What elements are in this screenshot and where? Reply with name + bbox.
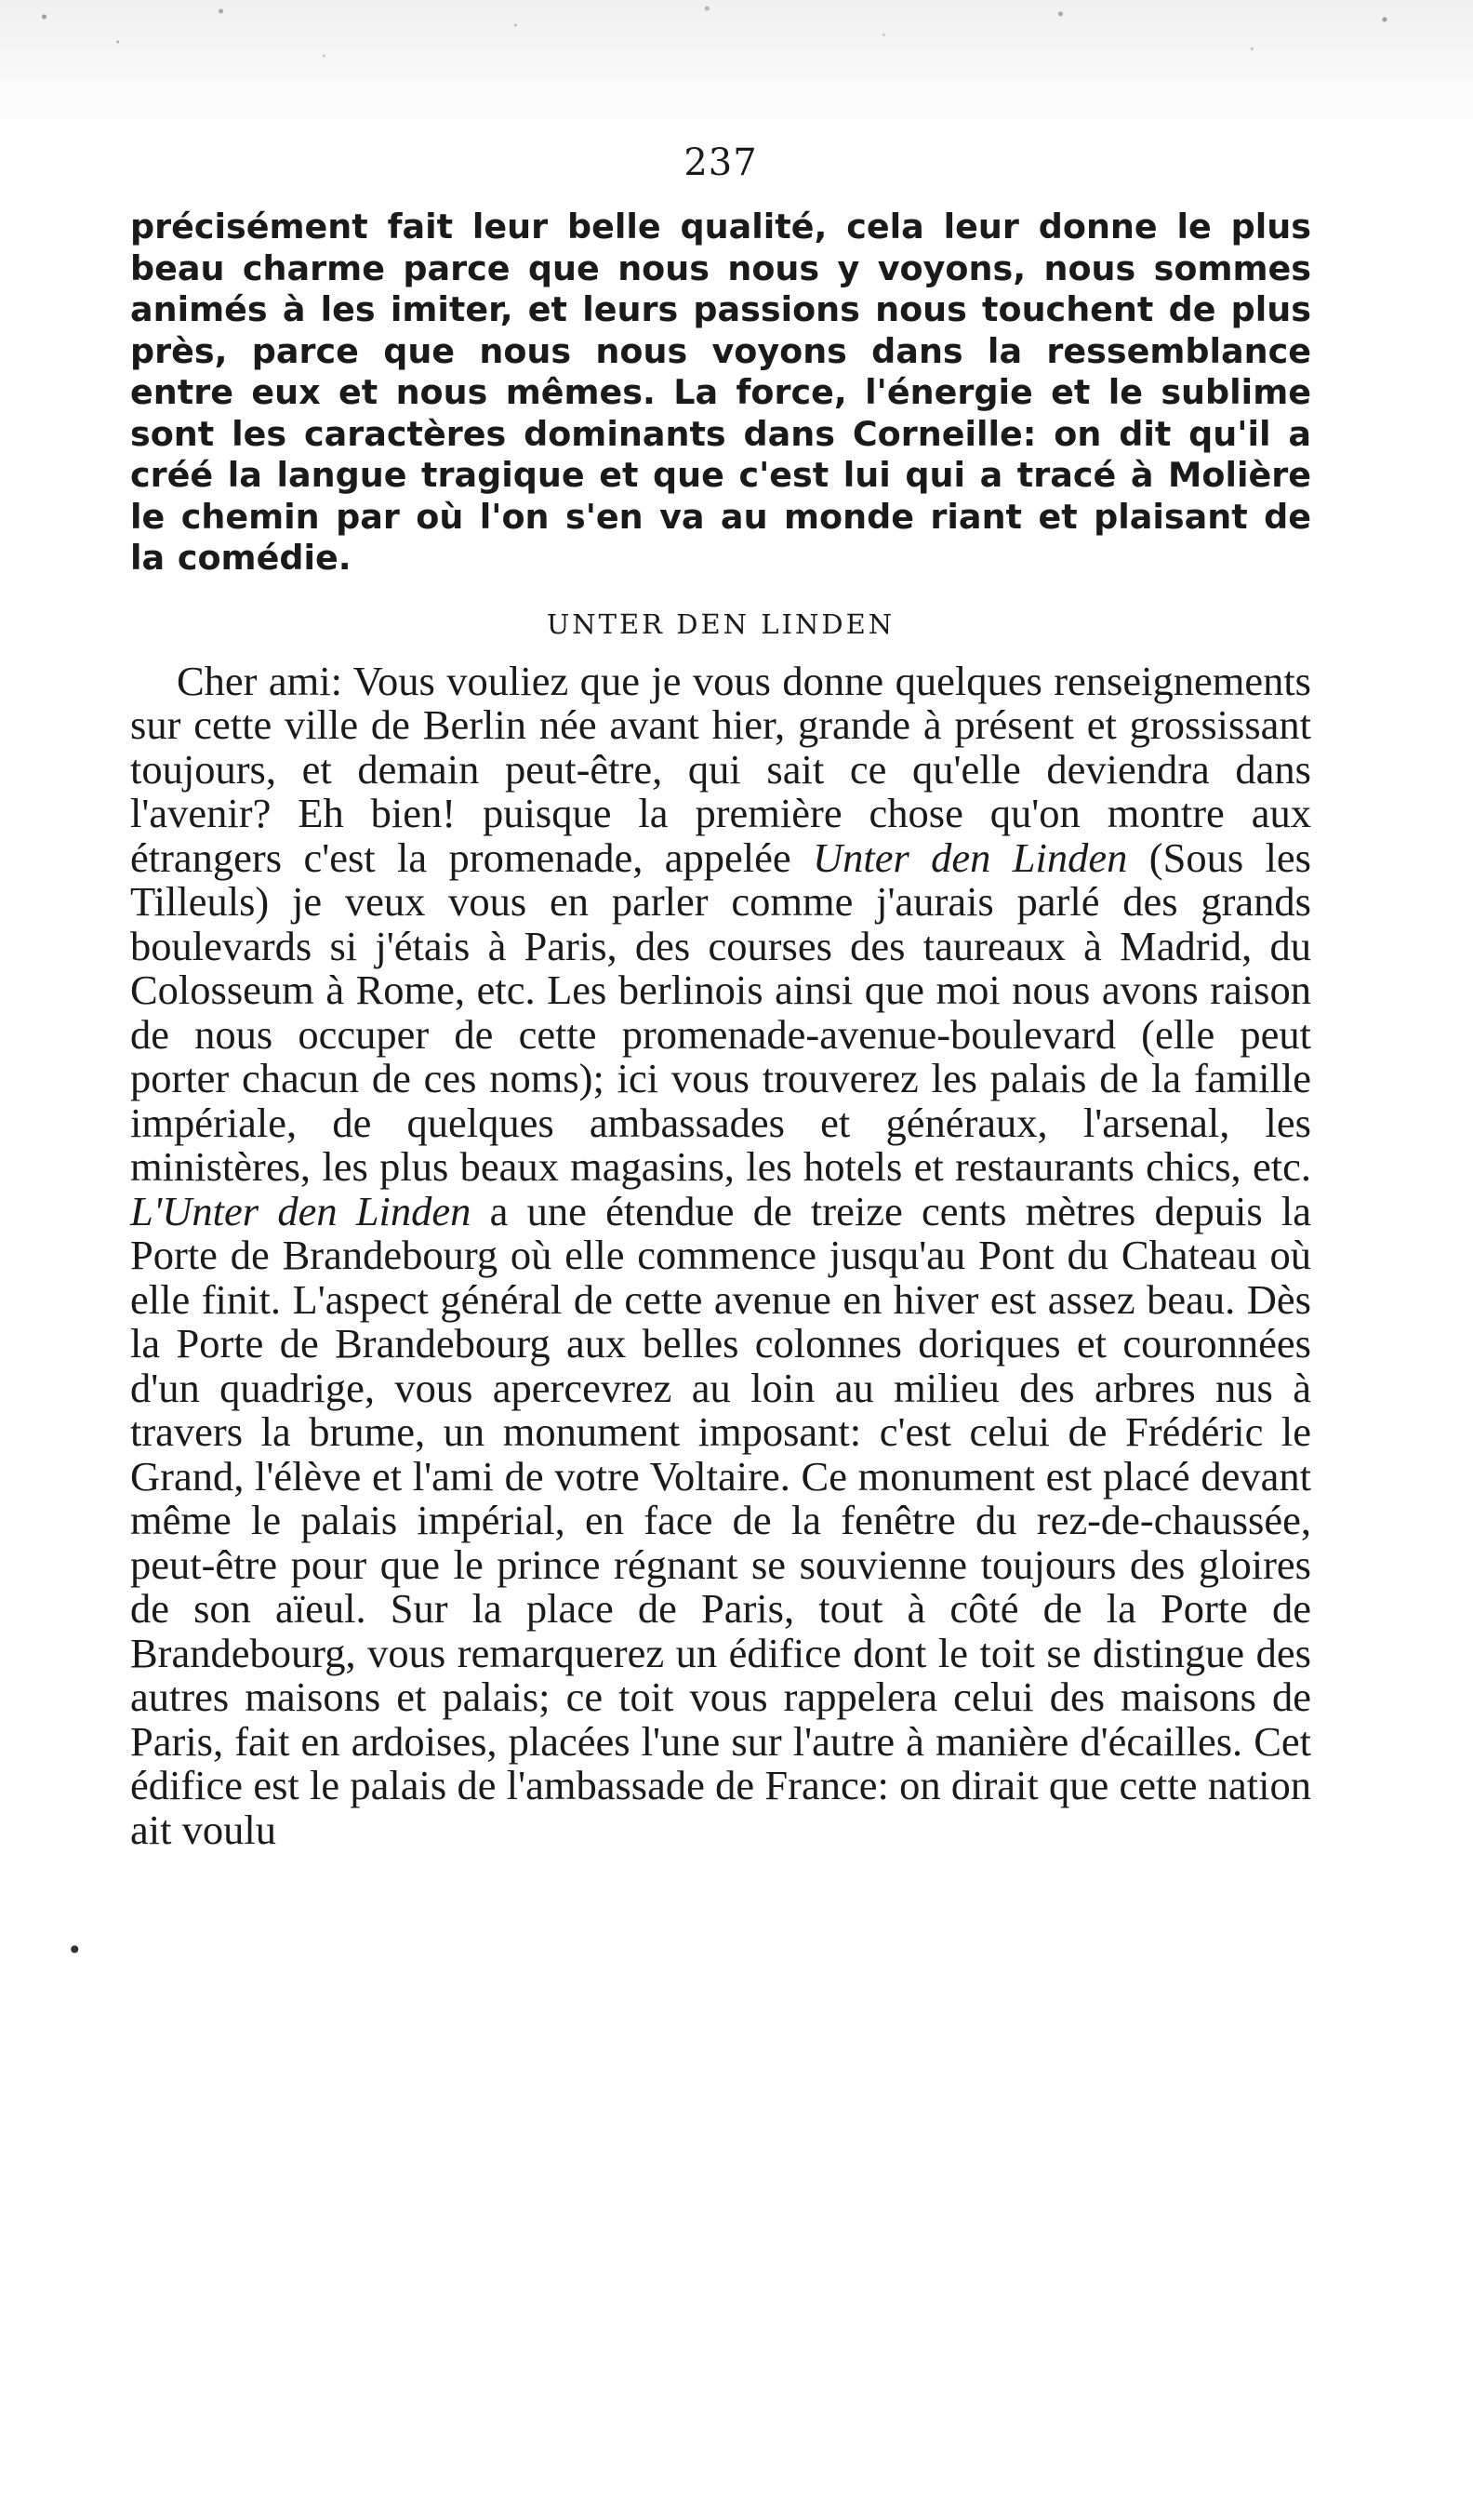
letter-italic-lunter-den-linden: L'Unter den Linden	[130, 1187, 471, 1234]
book-page	[130, 140, 1311, 1852]
letter-text-part-3: a une étendue de treize cents mètres depuis la Porte de Brandebourg où elle commence jusqu'au Pont du Chateau où elle finit. L'aspect général de cette avenue en hiver est assez beau. Dès la Porte de Brandebourg aux belles colonnes doriques et couronnées d'un quadrige, vous apercevrez au loin au milieu des arbres nus à travers la brume, un monument imposant: c'est celui de Frédéric le Grand, l'élève et l'ami de votre Voltaire. Ce monument est placé devant même le palais impérial, en face de la fenêtre du rez-de-chaussée, peut-être pour que le prince régnant se souvienne toujours des gloires de son aïeul. Sur la place de Paris, tout à côté de la Porte de Brandebourg, vous remarquerez un édifice dont le toit se distingue des autres maisons et palais; ce toit vous rappelera celui des maisons de Paris, fait en ardoises, placées l'une sur l'autre à manière d'écailles. Cet édifice est le palais de l'ambassade de France: on dirait que cette nation ait voulu	[130, 1187, 1311, 1853]
page-number: 237	[683, 141, 758, 184]
intro-paragraph: précisément fait leur belle qualité, cela leur donne le plus beau charme parce que nous nous y voyons, nous sommes animés à les imiter, et leurs passions nous touchent de plus près, parce que nous nous voyons dans la ressemblance entre eux et nous mêmes. La force, l'énergie et le sublime sont les caractères dominants dans Corneille: on dit qu'il a créé la langue tragique et que c'est lui qui a tracé à Molière le chemin par où l'on s'en va au monde riant et plaisant de la comédie.	[130, 207, 1311, 578]
letter-text-part-1: Cher ami: Vous vouliez que je vous donne quelques renseignements sur cette ville de Berlin née avant hier, grande à présent et grossissant toujours, et demain peut-être, qui sait ce qu'elle deviendra dans l'avenir? Eh bien! puisque la première chose qu'on montre aux étrangers c'est la promenade, appelée	[130, 657, 1311, 881]
margin-mark: •	[67, 1935, 83, 1966]
letter-paragraph	[130, 657, 1311, 1853]
letter-italic-unter-den-linden: Unter den Linden	[812, 833, 1128, 881]
letter-text-part-2: (Sous les Tilleuls) je veux vous en parler comme j'aurais parlé des grands boulevards si j'étais à Paris, des courses des taureaux à Madrid, du Colosseum à Rome, etc. Les berlinois ainsi que moi nous avons raison de nous occuper de cette promenade-avenue-boulevard (elle peut porter chacun de ces noms); ici vous trouverez les palais de la famille impériale, de quelques ambassades et généraux, l'arsenal, les ministères, les plus beaux magasins, les hotels et restaurants chics, etc.	[130, 833, 1311, 1190]
scan-noise-header	[0, 0, 1473, 140]
section-title: UNTER DEN LINDEN	[546, 607, 896, 640]
